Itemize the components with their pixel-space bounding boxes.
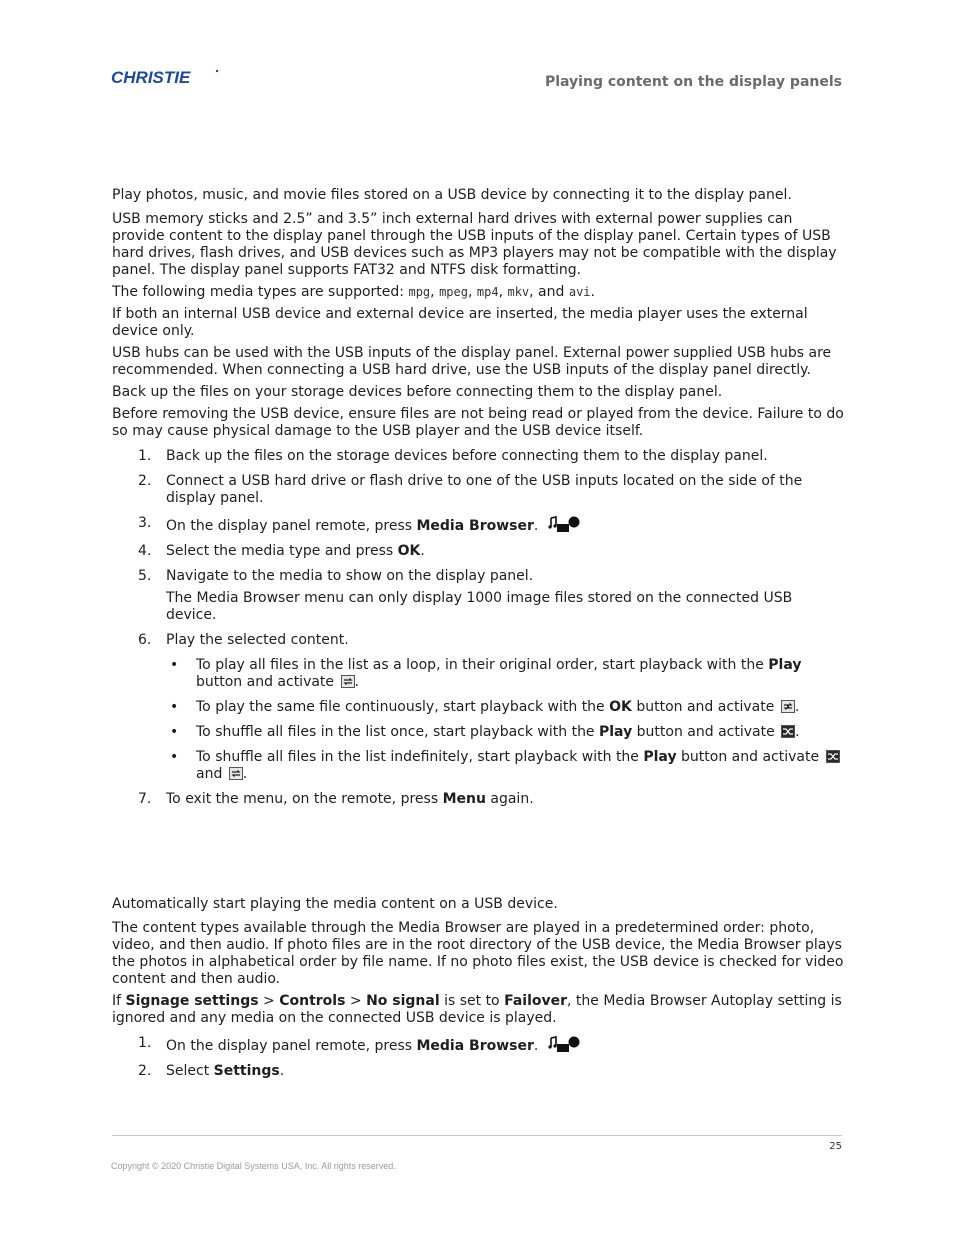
steps-list	[112, 1035, 844, 1080]
media-type: mkv	[507, 285, 530, 299]
step-note: The Media Browser menu can only display 1000 image files stored on the connected USB device.	[166, 590, 793, 623]
paragraph: Back up the files on your storage devices before connecting them to the display panel.	[112, 384, 723, 400]
paragraph: USB hubs can be used with the USB inputs of the display panel. External power supplied USB hubs are recommended. When connecting a USB hard drive, use the USB inputs of the display panel directly.	[112, 345, 832, 378]
steps-list	[112, 448, 844, 808]
paragraph: Automatically start playing the media content on a USB device.	[112, 896, 558, 912]
paragraph: The content types available through the Media Browser are played in a predetermined order: photo, video, and then audio. If photo files are in the root directory of the USB device, the Media Browser plays the photos in alphabetical order by file name. If no photo files exist, the USB device is checked for video content and then audio.	[112, 920, 844, 987]
paragraph: Play photos, music, and movie files stored on a USB device by connecting it to the display panel.	[112, 187, 792, 203]
section-title: Playing content on the display panels	[544, 74, 842, 90]
media-browser-icon	[547, 515, 581, 533]
signage-paragraph: If Signage settings > Controls > No signal is set to Failover, the Media Browser Autoplay setting is ignored and any media on the connected USB device is played.	[112, 993, 842, 1026]
bullet-item: • To shuffle all files in the list indefinitely, start playback with the Play button and activate and .	[166, 749, 844, 783]
svg-text:CHRISTIE: CHRISTIE	[111, 68, 191, 87]
media-type: mp4	[476, 285, 499, 299]
list-item: 1. On the display panel remote, press Media Browser.	[112, 1035, 844, 1055]
list-item: 1. Back up the files on the storage devices before connecting them to the display panel.	[138, 448, 768, 464]
list-item: 7. To exit the menu, on the remote, press Menu again.	[138, 791, 534, 807]
list-item: 2. Select Settings.	[138, 1063, 285, 1079]
bullet-list	[166, 657, 844, 783]
list-item: 3. On the display panel remote, press Media Browser.	[112, 515, 844, 535]
media-type: mpeg	[439, 285, 468, 299]
copyright: Copyright © 2020 Christie Digital Systems USA, Inc. All rights reserved.	[111, 1161, 396, 1171]
media-types-paragraph: The following media types are supported: mpg, mpeg, mp4, mkv, and avi.	[112, 284, 595, 300]
media-browser-icon	[547, 1035, 581, 1053]
christie-logo	[111, 68, 221, 88]
list-item: 5. Navigate to the media to show on the display panel. The Media Browser menu can only display 1000 image files stored on the connected USB device.	[112, 568, 844, 624]
repeat-one-icon	[781, 700, 795, 713]
shuffle-icon	[781, 725, 795, 738]
shuffle-icon	[826, 750, 840, 763]
paragraph: If both an internal USB device and external device are inserted, the media player uses the external device only.	[112, 306, 808, 339]
footer-divider	[112, 1135, 842, 1136]
page-content	[112, 187, 844, 1088]
bullet-item: • To play all files in the list as a loop, in their original order, start playback with the Play button and activate .	[170, 657, 802, 690]
paragraph: Before removing the USB device, ensure files are not being read or played from the device. Failure to do so may cause physical damage to the USB player and the USB device itself.	[112, 406, 844, 439]
media-type: mpg	[408, 285, 431, 299]
bullet-item: • To play the same file continuously, start playback with the OK button and activate .	[170, 699, 800, 715]
page-number: 25	[829, 1141, 842, 1152]
repeat-all-icon	[229, 767, 243, 780]
repeat-all-icon	[341, 675, 355, 688]
list-item: 6. Play the selected content. • To play all files in the list as a loop, in their original order, start playback with the Play button and activate . • To play the same file continuously, start playback with the OK button and activate . • To shuffle all files in the list once, start playback with the Play button and activate . • To shuffle all files in the list indefinitely, start playback with the Play button and activate and .	[112, 632, 844, 783]
bullet-item: • To shuffle all files in the list once, start playback with the Play button and activate .	[170, 724, 800, 740]
list-item: 2. Connect a USB hard drive or flash drive to one of the USB inputs located on the side of the display panel.	[138, 473, 803, 506]
section-spacer	[112, 816, 844, 896]
paragraph: USB memory sticks and 2.5” and 3.5” inch external hard drives with external power supplies can provide content to the display panel through the USB inputs of the display panel. Certain types of USB hard drives, flash drives, and USB devices such as MP3 players may not be compatible with the display panel. The display panel supports FAT32 and NTFS disk formatting.	[112, 211, 837, 278]
media-type: avi	[568, 285, 591, 299]
list-item: 4. Select the media type and press OK.	[138, 543, 425, 559]
